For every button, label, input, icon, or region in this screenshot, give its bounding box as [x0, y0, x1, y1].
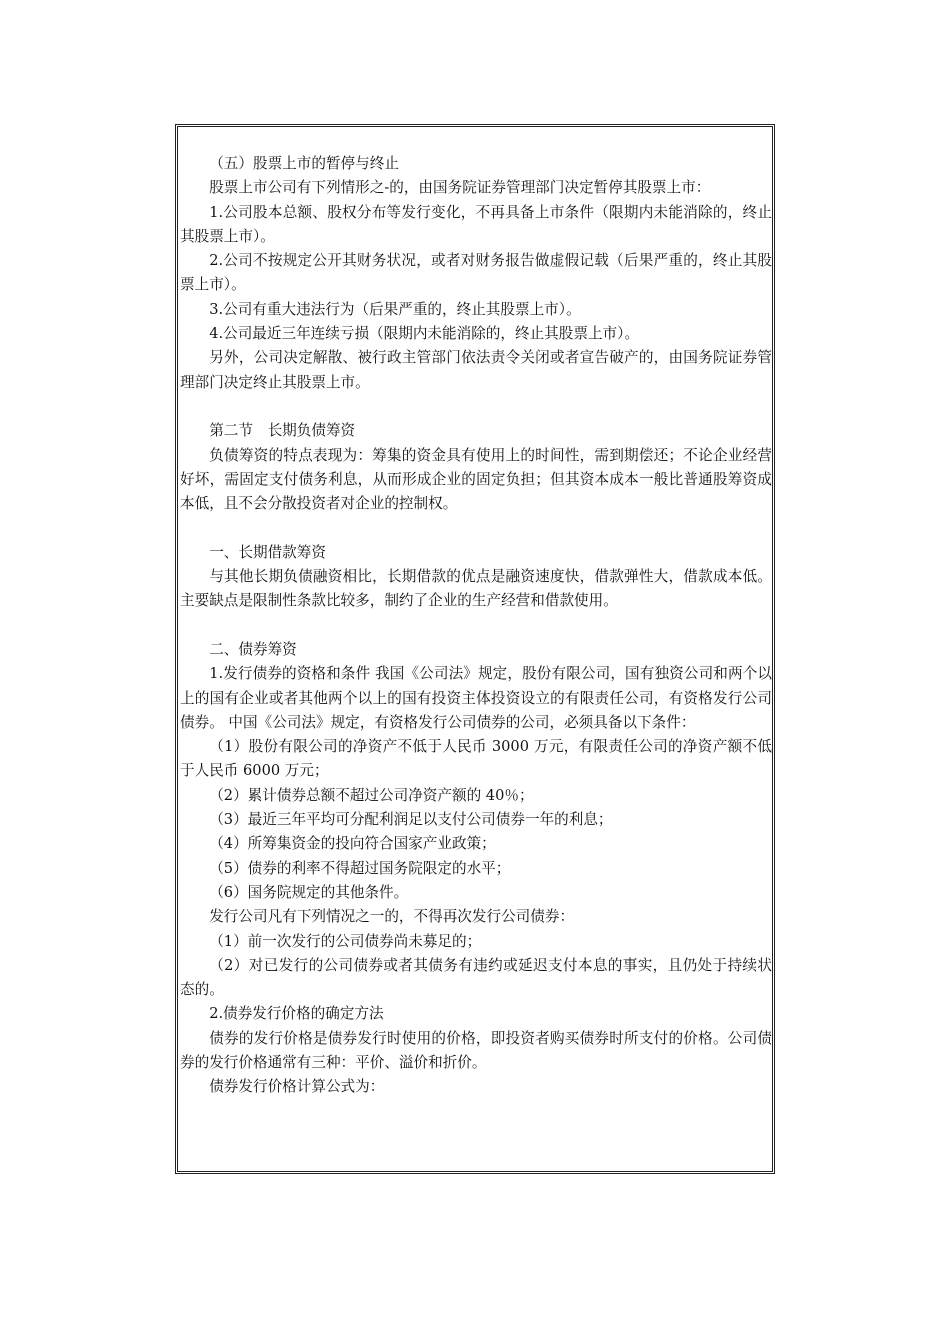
list-item: 3.公司有重大违法行为（后果严重的，终止其股票上市）。 [209, 300, 581, 318]
list-item: （3）最近三年平均可分配利润足以支付公司债券一年的利息； [209, 811, 613, 829]
paragraph: 债券的发行价格是债券发行时使用的价格，即投资者购买债券时所支付的价格。公司债券的发行价格通常有三种：平价、溢价和折价。 [180, 1029, 772, 1071]
document-body [180, 152, 772, 1100]
paragraph: 1.发行债券的资格和条件 我国《公司法》规定，股份有限公司，国有独资公司和两个以上的国有企业或者其他两个以上的国有投资主体投资设立的有限责任公司，有资格发行公司债券。 中国《公司法》规定，有资格发行公司债券的公司，必须具备以下条件： [180, 665, 772, 731]
section-heading: （五）股票上市的暂停与终止 [209, 155, 399, 172]
paragraph: 发行公司凡有下列情况之一的，不得再次发行公司债券： [209, 908, 575, 926]
list-item: 2.公司不按规定公开其财务状况，或者对财务报告做虚假记载（后果严重的，终止其股票上市）。 [180, 252, 772, 294]
section-heading: 2.债券发行价格的确定方法 [209, 1005, 384, 1023]
list-item: （5）债券的利率不得超过国务院限定的水平； [209, 859, 511, 877]
blank-line [180, 395, 772, 419]
list-item: （1）前一次发行的公司债券尚未募足的； [209, 932, 482, 950]
document-frame [175, 124, 775, 1174]
list-item: （2）累计债券总额不超过公司净资产额的 40％； [209, 786, 534, 804]
paragraph: 股票上市公司有下列情形之-的，由国务院证券管理部门决定暂停其股票上市： [209, 179, 711, 197]
blank-line [180, 516, 772, 540]
paragraph: 与其他长期负债融资相比，长期借款的优点是融资速度快，借款弹性大，借款成本低。主要缺点是限制性条款比较多，制约了企业的生产经营和借款使用。 [180, 568, 772, 610]
section-heading: 一、长期借款筹资 [209, 543, 326, 561]
list-item: （2）对已发行的公司债券或者其债务有违约或延迟支付本息的事实，且仍处于持续状态的。 [180, 956, 772, 999]
section-heading: 二、债券筹资 [209, 640, 297, 658]
paragraph: 负债筹资的特点表现为：筹集的资金具有使用上的时间性，需到期偿还；不论企业经营好坏，需固定支付债务利息，从而形成企业的固定负担；但其资本成本一般比普通股筹资成本低，且不会分散投资者对企业的控制权。 [180, 446, 772, 513]
paragraph: 债券发行价格计算公式为： [209, 1078, 385, 1096]
paragraph: 另外，公司决定解散、被行政主管部门依法责令关闭或者宣告破产的，由国务院证券管理部门决定终止其股票上市。 [180, 349, 772, 391]
list-item: （4）所筹集资金的投向符合国家产业政策； [209, 835, 496, 853]
list-item: （1）股份有限公司的净资产不低于人民币 3000 万元，有限责任公司的净资产额不低于人民币 6000 万元； [180, 738, 772, 780]
list-item: 1.公司股本总额、股权分布等发行变化，不再具备上市条件（限期内未能消除的，终止其股票上市）。 [180, 203, 772, 245]
list-item: （6）国务院规定的其他条件。 [209, 883, 409, 901]
blank-line [180, 614, 772, 638]
list-item: 4.公司最近三年连续亏损（限期内未能消除的，终止其股票上市）。 [209, 325, 640, 343]
section-heading: 第二节 长期负债筹资 [209, 422, 356, 440]
